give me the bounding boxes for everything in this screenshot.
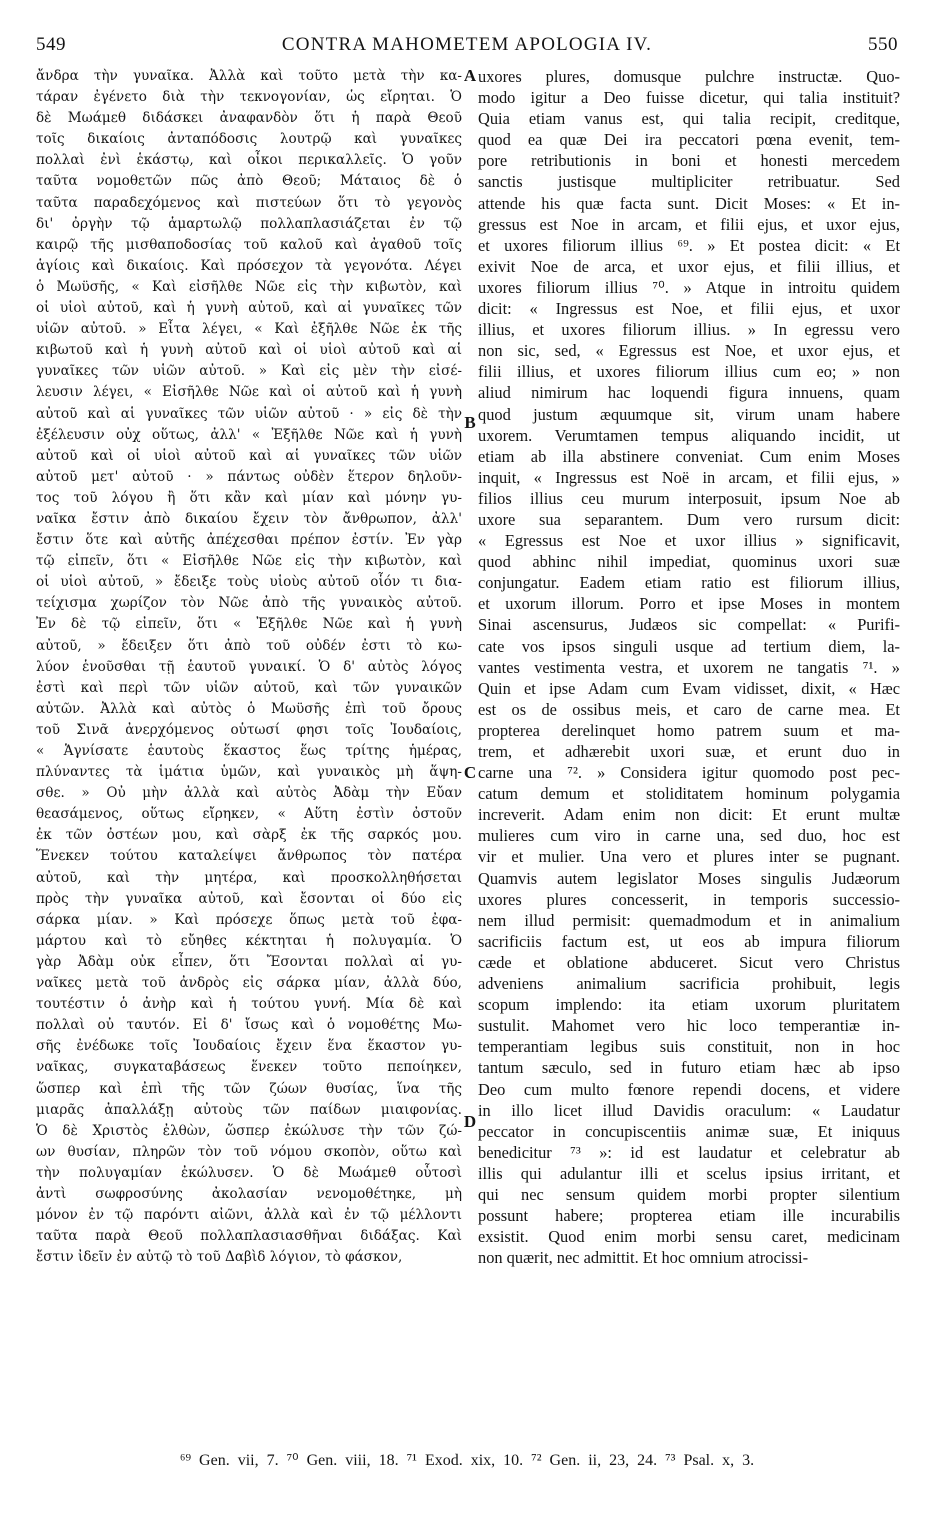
text-line: temperantiam legibus suis constituit, non in hoc (478, 1037, 900, 1057)
text-line: αὐτῶν. Ἀλλὰ καὶ αὐτὸς ὁ Μωϋσῆς ἐπὶ τοῦ ὄρους (36, 700, 462, 717)
text-line: ταῦτα παραδεχόμενος καὶ πιστεύων ὅτι τὸ γεγονὸς (36, 194, 462, 211)
text-line: tantum sæculo, sed in futuro etiam hæc ab ipso (478, 1058, 900, 1078)
text-line: peccator in concupiscentiis animæ suæ, Et iniquus (478, 1121, 900, 1141)
text-line: αὐτοῦ καὶ αἱ γυναῖκες τῶν υἱῶν αὐτοῦ · » εἰς δὲ τὴν (36, 405, 462, 422)
latin-text-column (478, 66, 900, 1268)
text-line: modo igitur a Deo fuisse dicetur, qui talia instituit? (478, 88, 900, 108)
text-line: est os de ossibus meis, et caro de carne mea. Et (478, 699, 900, 719)
text-line: Quia etiam vanus est, qui talia recipit, creditque, (478, 109, 900, 129)
text-line: υἱῶν αὐτοῦ. » Εἶτα λέγει, « Καὶ ἐξῆλθε Νῶε ἐκ τῆς (36, 321, 462, 338)
text-line: et uxores filiorum illius ⁶⁹. » Et postea dicit: « Et (478, 235, 900, 255)
text-line: αὐτοῦ μετ' αὐτοῦ · » πάντως οὐδὲν ἕτερον δηλοῦν- (36, 468, 462, 485)
text-line: adveniens animalium sacrificia prohibuit, legis (478, 974, 900, 994)
text-line: qui nec sensum quidem morbi propter silentium (478, 1184, 900, 1204)
text-line: ἀντὶ σωφροσύνης ἀκολασίαν νενομοθέτηκε, μὴ (36, 1185, 462, 1202)
text-line: gressus est Noe in arcam, et filii ejus, et uxor ejus, (478, 214, 900, 234)
text-line: κιβωτοῦ καὶ ἡ γυνὴ αὐτοῦ καὶ οἱ υἱοὶ αὐτοῦ καὶ αἱ (36, 342, 462, 359)
text-line: exsistit. Quod enim morbi sensu caret, medicinam (478, 1227, 900, 1247)
page-number-left: 549 (36, 34, 66, 55)
text-line: Ἕνεκεν τούτου καταλείψει ἄνθρωπος τὸν πατέρα (36, 848, 462, 865)
text-line: λευσιν λέγει, « Εἰσῆλθε Νῶε καὶ οἱ αὐτοῦ καὶ ἡ γυνὴ (36, 384, 462, 401)
text-line: increverit. Adam enim non dicit: Et erunt multæ (478, 805, 900, 825)
text-line: in illo licet illud Davidis oraculum: « Laudatur (478, 1100, 900, 1120)
text-line: uxores filiorum illius ⁷⁰. » Atque in introitu quidem (478, 277, 900, 297)
text-line: filios illius ceu murum interposuit, ipsum Noe ab (478, 488, 900, 508)
text-line: αὐτοῦ, » ἔδειξεν ὅτι ἀπὸ τοῦ οὐδέν ἐστι τὸ κω- (36, 637, 462, 654)
text-line: τείχισμα χωρίζον τὸν Νῶε ἀπὸ τῆς γυναικὸς αὐτοῦ. (36, 595, 462, 612)
text-line: Sinai ascensurus, Judæos sic compellat: « Purifi- (478, 615, 900, 635)
text-line: pore retributionis in boni et honesti mercedem (478, 151, 900, 171)
text-line: αὐτοῦ, καὶ τὴν μητέρα, καὶ προσκολληθήσεται (36, 869, 462, 886)
text-line: καιρῷ τῆς μισθαποδοσίας τοῦ καλοῦ καὶ ἀγαθοῦ τοῖς (36, 236, 462, 253)
text-line: Ἐν δὲ τῷ εἰπεῖν, ὅτι « Ἐξῆλθε Νῶε καὶ ἡ γυνὴ (36, 616, 462, 633)
text-line: τουτέστιν ὁ ἀνὴρ καὶ ἡ τούτου γυνή. Μία δὲ καὶ (36, 996, 462, 1013)
text-line: scopum implendo: ita etiam uxorum pluritatem (478, 995, 900, 1015)
text-line: δι' ὀργὴν τῷ ἁμαρτωλῷ πολλαπλασιάζεται ἐν τῷ (36, 215, 462, 232)
text-line: οἱ υἱοὶ αὐτοῦ, » ἔδειξε τοὺς υἱοὺς αὐτοῦ οἷόν τι δια- (36, 574, 462, 591)
text-line: quod ea quæ Dei ira peccatori pœna evenit, tem- (478, 130, 900, 150)
text-line: etiam ab illa abstinere conveniat. Cum enim Moses (478, 446, 900, 466)
text-line: aliud nimirum hac loquendi figura innuens, quam (478, 383, 900, 403)
text-line: sacrificiis factum est, ut eos ab impura filiorum (478, 931, 900, 951)
text-line: τὴν πολυγαμίαν ἐκώλυσεν. Ὁ δὲ Μωάμεθ οὗτοσὶ (36, 1164, 462, 1181)
text-line: trem, et adhærebit uxori suæ, et erunt duo in (478, 742, 900, 761)
page-header (36, 30, 898, 60)
text-line: τῷ εἰπεῖν, ὅτι « Εἰσῆλθε Νῶε εἰς τὴν κιβωτὸν, καὶ (36, 553, 462, 570)
text-line: ὥσπερ καὶ ἐπὶ τῆς τῶν ζώων θυσίας, ἵνα τῆς (36, 1080, 462, 1097)
text-line: filii illius, et uxores filiorum illius cum eo; » non (478, 362, 900, 382)
margin-marker-d: D (463, 1112, 477, 1131)
text-line: οἱ υἱοὶ αὐτοῦ, καὶ ἡ γυνὴ αὐτοῦ, καὶ αἱ γυναῖκες τῶν (36, 300, 462, 317)
text-line: λύον ἑνοῦσθαι τῇ ἑαυτοῦ γυναικί. Ὁ δ' αὐτὸς λόγος (36, 658, 462, 675)
text-line: μόνον ἐν τῷ παρόντι αἰῶνι, ἀλλὰ καὶ ἐν τῷ μέλλοντι (36, 1207, 462, 1224)
page-number-right: 550 (868, 34, 898, 55)
text-line: ταῦτα νομοθετῶν πῶς ἀπὸ Θεοῦ; Μάταιος δὲ ὁ (36, 173, 462, 190)
text-line: ναῖκες μετὰ τοῦ ἀνδρὸς εἰς σάρκα μίαν, ἀλλὰ δύο, (36, 975, 462, 992)
text-line: uxore sua separantem. Dum vero rursum dicit: (478, 509, 900, 529)
text-line: et uxorum illorum. Porro et ipse Moses in montem (478, 594, 900, 614)
text-line: vantes vestimenta vestra, et uxorem ne tangatis ⁷¹. » (478, 657, 900, 677)
text-line: σάρκα μίαν. » Καὶ πρόσεχε ὅπως μετὰ τοῦ ἐφα- (36, 911, 462, 928)
text-line: τάραν ἐγένετο διὰ τὴν τεκνογονίαν, ὡς εἴρηται. Ὁ (36, 89, 462, 106)
text-line: mulieres cum viro in carne una, sed duo, hoc est (478, 826, 900, 846)
text-line: sustulit. Mahomet vero hic loco temperantiæ in- (478, 1016, 900, 1036)
text-line: σθε. » Οὐ μὴν ἀλλὰ καὶ αὐτὸς Ἀδὰμ τὴν Εὔαν (36, 785, 462, 802)
text-line: ων θυσίαν, πληρῶν τὸν τοῦ νόμου σκοπὸν, οὕτω καὶ (36, 1143, 462, 1160)
text-line: μάρτου καὶ τὸ εὔηθες κέκτηται ἡ πολυγαμία. Ὁ (36, 932, 462, 949)
text-line: catum demum et stoliditatem hominum polygamia (478, 784, 900, 804)
margin-marker-b: B (464, 413, 476, 432)
text-line: carne una ⁷². » Considera igitur quomodo post pec- (478, 763, 900, 783)
text-line: τοῦ Σινᾶ ἀνερχόμενος οὑτωσί φησι τοῖς Ἰουδαίοις, (36, 721, 462, 738)
text-line: πολλαὶ οὐ ταυτόν. Εἰ δ' ἴσως καὶ ὁ νομοθέτης Μω- (36, 1017, 462, 1034)
text-line: ναῖκα ἔστιν ἀπὸ δικαίου ἔχειν τὸν ἄνθρωπον, ἀλλ' (36, 510, 462, 527)
text-line: γυναῖκες τῶν υἱῶν αὐτοῦ. » Καὶ εἰς μὲν τὴν εἰσέ- (36, 363, 462, 380)
margin-marker-c: C (463, 763, 477, 782)
text-line: benedicitur ⁷³ »: id est laudatur et celebratur ab (478, 1142, 900, 1162)
text-line: γὰρ Ἀδὰμ οὐκ εἶπεν, ὅτι Ἔσονται πολλαὶ αἱ γυ- (36, 953, 462, 970)
footnotes: ⁶⁹ Gen. vii, 7. ⁷⁰ Gen. viii, 18. ⁷¹ Exod. xix, 10. ⁷² Gen. ii, 23, 24. ⁷³ Psal. x, 3. (179, 1452, 755, 1469)
text-line: μιαρᾶς ἀπαλλάξῃ αὐτοὺς τῶν παίδων μιαιφονίας. (36, 1101, 462, 1118)
text-line: vir et mulier. Una vero et plures inter se pugnant. (478, 847, 900, 867)
text-line: τος τοῦ λόγου ἢ ὅτι κἂν καὶ μίαν καὶ μόνην γυ- (36, 489, 462, 506)
text-line: sanctis justisque multipliciter retribuatur. Sed (478, 172, 900, 192)
text-line: πλύναντες τὰ ἱμάτια ὑμῶν, καὶ γυναικὸς μὴ ἅψη- (36, 764, 462, 781)
text-line: conjungatur. Eadem etiam ratio est filiorum illius, (478, 573, 900, 593)
text-line: ἄνδρα τὴν γυναῖκα. Ἀλλὰ καὶ τοῦτο μετὰ τὴν κα- (36, 68, 462, 84)
text-line: Ὁ δὲ Χριστὸς ἐλθὼν, ὥσπερ ἐκώλυσε τὴν τῶν ζώ- (36, 1122, 462, 1139)
text-line: illius, et uxores filiorum illius. » In egressu vero (478, 320, 900, 340)
text-line: αὐτοῦ καὶ οἱ υἱοὶ αὐτοῦ καὶ αἱ γυναῖκες τῶν υἱῶν (36, 447, 462, 464)
text-line: cate vos ipsos singuli usque ad tertium diem, la- (478, 636, 900, 656)
text-line: inquit, « Ingressus est Noë in arcam, et filii ejus, » (478, 467, 900, 487)
text-line: propterea derelinquet homo patrem suum et ma- (478, 720, 900, 740)
text-line: attende his quæ facta sunt. Dicit Moses: « Et in- (478, 193, 900, 213)
text-line: « Egressus est Noe et uxor illius » significavit, (478, 531, 900, 551)
text-line: non quærit, nec admittit. Et hoc omnium atrocissi- (478, 1248, 809, 1268)
text-line: ἔστιν ὅτε καὶ αὐτῆς ἀπέχεσθαι πρέπον ἐστίν. Ἐν γὰρ (36, 532, 462, 549)
text-line: nem illud permisit: quemadmodum et in animalium (478, 910, 900, 930)
running-title: CONTRA MAHOMETEM APOLOGIA IV. (281, 34, 653, 55)
text-line: dicit: « Ingressus est Noe, et filii ejus, et uxor (478, 299, 900, 319)
text-line: cæde et oblatione abduceret. Sicut vero Christus (478, 952, 900, 972)
greek-text-column (36, 66, 462, 1268)
text-line: ἐξέλευσιν οὐχ οὕτως, ἀλλ' « Ἐξῆλθε Νῶε καὶ ἡ γυνὴ (36, 426, 462, 443)
text-line: ἔστιν ἰδεῖν ἐν αὐτῷ τὸ τοῦ Δαβὶδ λόγιον, τὸ φάσκον, (36, 1249, 403, 1266)
text-line: πρὸς τὴν γυναῖκα αὐτοῦ, καὶ ἔσονται οἱ δύο εἰς (36, 890, 462, 907)
text-line: πολλαὶ ἐνὶ ἑκάστῳ, καὶ οἶκοι περικαλλεῖς. Ὁ γοῦν (36, 152, 462, 169)
text-line: uxores plures, domusque pulchre instructæ. Quo- (478, 67, 900, 86)
text-line: illis qui adulantur illi et scelus ipsius irritant, et (478, 1163, 900, 1183)
text-line: δὲ Μωάμεθ διδάσκει ἀναφανδὸν ὅτι ἡ παρὰ Θεοῦ (36, 110, 462, 127)
text-line: ταῦτα παρὰ Θεοῦ πολλαπλασιασθῆναι διδάξας. Καὶ (36, 1228, 462, 1245)
text-line: Deo cum multo fœnore rependi docens, et videre (478, 1079, 900, 1099)
text-line: Quin et ipse Adam cum Evam vidisset, dixit, « Hæc (478, 678, 900, 698)
text-line: ἁγίοις καὶ δικαίοις. Καὶ πρόσεχον τὰ γεγονότα. Λέγει (36, 257, 462, 274)
text-line: σῆς ἐνέδωκε τοῖς Ἰουδαίοις ἔχειν ἕνα ἕκαστον γυ- (36, 1038, 462, 1055)
text-line: ναῖκας, συγκαταβάσεως ἕνεκεν τοῦτο πεποίηκεν, (36, 1059, 462, 1076)
margin-marker-a: A (463, 66, 477, 85)
text-line: non sic, sed, « Egressus est Noe, et uxor ejus, et (478, 341, 900, 361)
text-line: τοῖς δικαίοις ἀνταπόδοσις λουτρῷ καὶ γυναῖκες (36, 131, 462, 148)
text-line: possunt habere; propterea etiam ille incurabilis (478, 1206, 900, 1226)
text-line: θεασάμενος, οὕτως εἴρηκεν, « Αὕτη ἐστὶν ὀστοῦν (36, 806, 462, 823)
text-line: quod justum æquumque sit, virum unam habere (478, 404, 900, 424)
text-line: ἐστὶ καὶ περὶ τῶν υἱῶν αὐτοῦ, καὶ τῶν γυναικῶν (36, 679, 462, 696)
text-line: exivit Noe de arca, et uxor ejus, et filii illius, et (478, 256, 900, 276)
text-line: ὁ Μωϋσῆς, « Καὶ εἰσῆλθε Νῶε εἰς τὴν κιβωτὸν, καὶ (36, 278, 462, 295)
text-line: uxorem. Verumtamen tempus aliquando incidit, ut (478, 425, 900, 445)
text-line: quod abhinc nihil impediat, quominus uxori suæ (478, 552, 900, 572)
text-line: ἐκ τῶν ὀστέων μου, καὶ σὰρξ ἐκ τῆς σαρκός μου. (36, 827, 462, 844)
text-line: Quamvis autem legislator Moses singulis Judæorum (478, 868, 900, 888)
text-line: uxores plures concesserit, in temporis successio- (478, 889, 900, 909)
text-line: « Ἁγνίσατε ἑαυτοὺς ἕκαστος ἕως τρίτης ἡμέρας, (36, 743, 462, 759)
